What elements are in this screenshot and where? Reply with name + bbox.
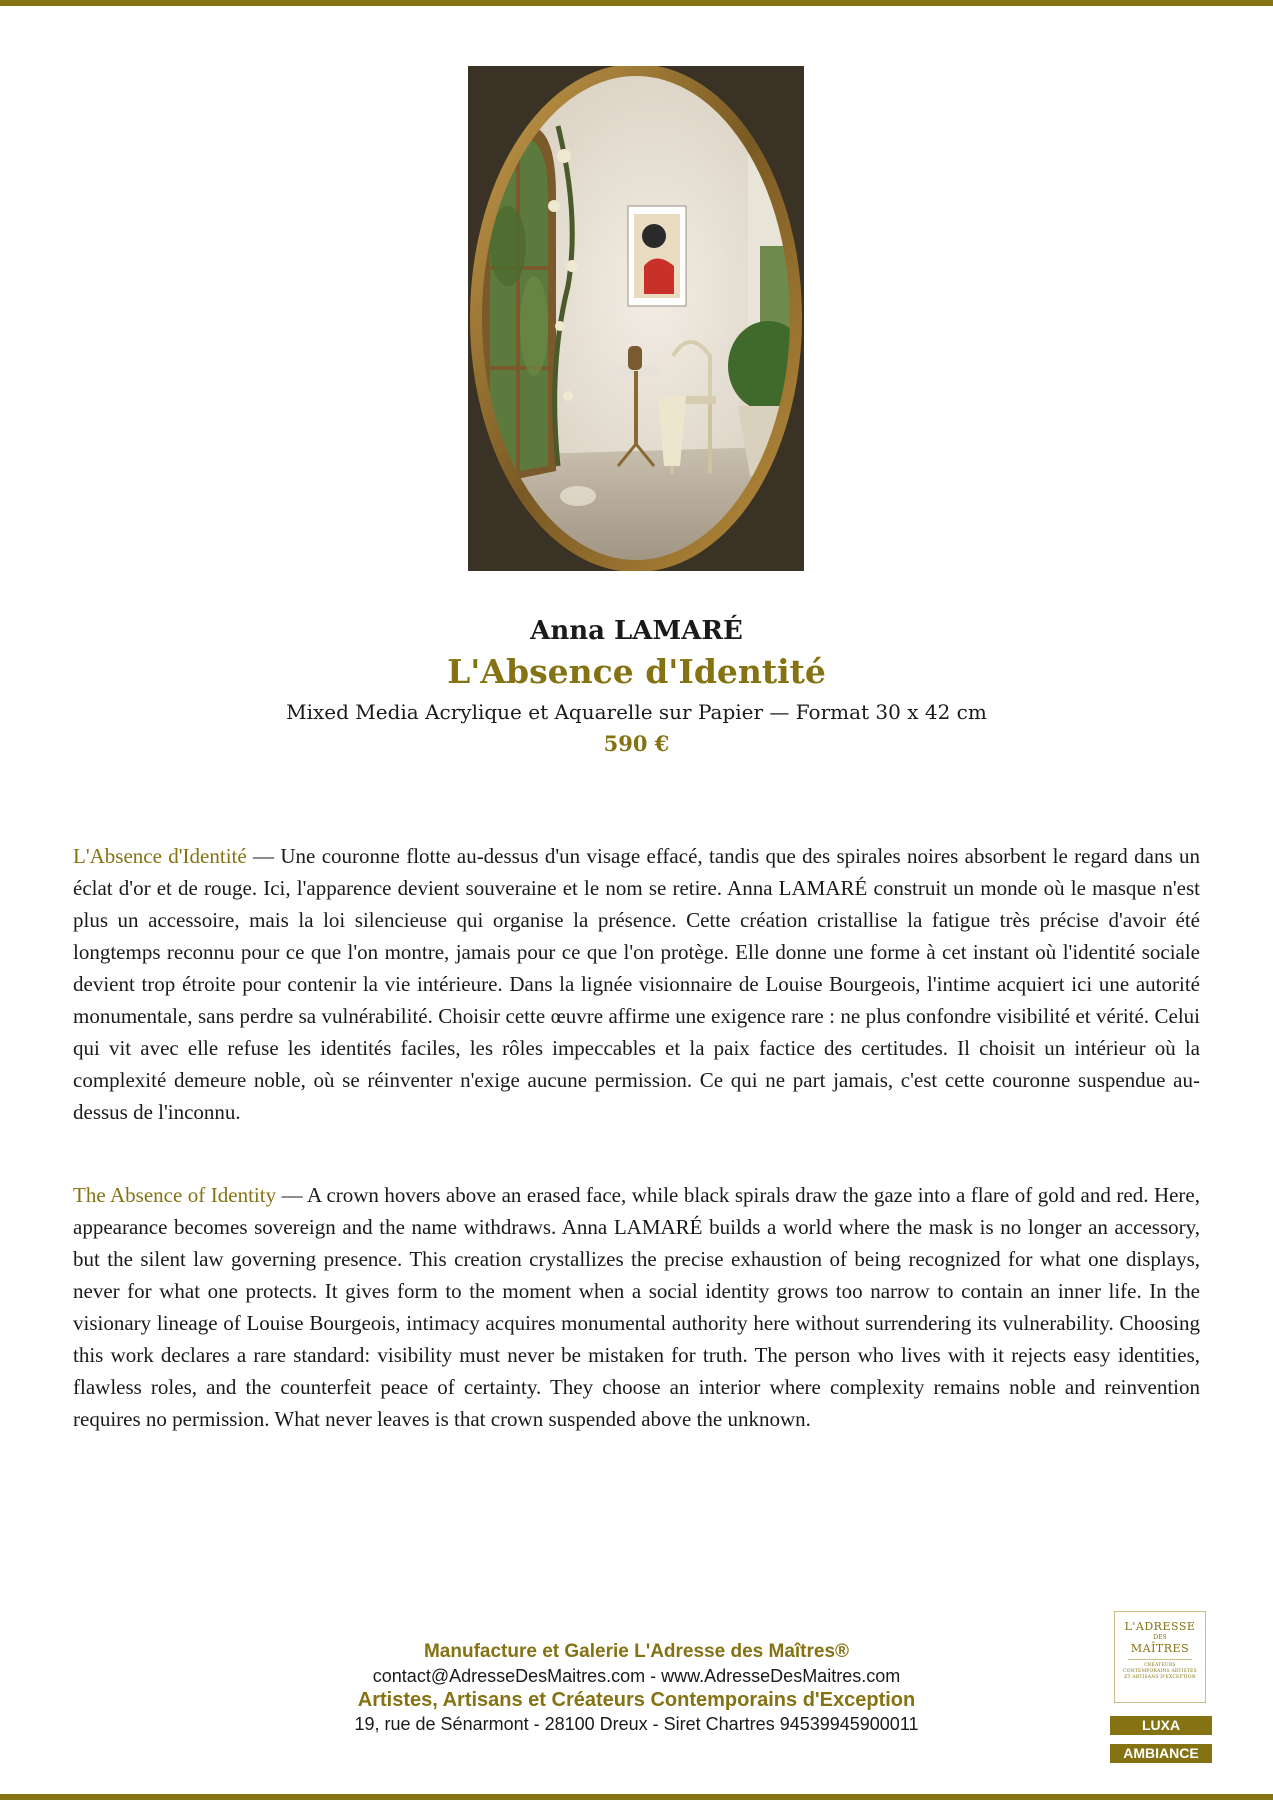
- luxa-badge: LUXA: [1110, 1716, 1212, 1735]
- logo-line4: CRÉATEURS CONTEMPORAINS ARTISTES ET ARTISANS D'EXCEPTION: [1123, 1663, 1197, 1680]
- logo-line1: L'ADRESSE: [1124, 1620, 1196, 1633]
- footer-contact: contact@AdresseDesMaitres.com - www.AdresseDesMaitres.com: [372, 1666, 901, 1686]
- title-block: [0, 612, 1273, 760]
- description-en-text: — A crown hovers above an erased face, while black spirals draw the gaze into a flare of gold and red. Here, appearance becomes sovereign and the name withdraws. Anna LAMARÉ builds a world where the mask is no longer an accessory, but the silent law governing presence. This creation crystallizes the precise exhaustion of being recognized for what one displays, never for what one protects. It gives form to the moment when a social identity grows too narrow to contain an inner life. In the visionary lineage of Louise Bourgeois, intimacy acquires monumental authority here without surrendering its vulnerability. Choosing this work declares a rare standard: visibility must never be mistaken for truth. The person who lives with it rejects easy identities, flawless roles, and the counterfeit peace of certainty. They choose an interior where complexity remains noble and reinvention requires no permission. What never leaves is that crown suspended above the unknown.: [73, 1183, 1200, 1431]
- artist-name: Anna LAMARÉ: [530, 616, 743, 646]
- description-en: [73, 1179, 1200, 1435]
- artwork-title: L'Absence d'Identité: [447, 652, 826, 691]
- description-fr-lead: L'Absence d'Identité: [73, 844, 247, 868]
- footer-address: 19, rue de Sénarmont - 28100 Dreux - Siret Chartres 94539945900011: [354, 1714, 919, 1734]
- top-rule: [0, 0, 1273, 6]
- footer-tagline: Artistes, Artisans et Créateurs Contemporains d'Exception: [357, 1689, 916, 1711]
- artwork-price: 590 €: [603, 731, 670, 756]
- footer-gallery: Manufacture et Galerie L'Adresse des Maîtres®: [423, 1641, 850, 1662]
- logo-line3: MAÎTRES: [1130, 1642, 1190, 1655]
- description-en-lead: The Absence of Identity: [73, 1183, 277, 1207]
- ambiance-badge: AMBIANCE: [1110, 1744, 1212, 1763]
- gallery-logo: [1114, 1611, 1206, 1703]
- artwork-photo: [468, 66, 804, 571]
- artwork-medium: Mixed Media Acrylique et Aquarelle sur Papier — Format 30 x 42 cm: [286, 700, 987, 724]
- description-fr: [73, 840, 1200, 1128]
- bottom-rule: [0, 1794, 1273, 1800]
- logo-divider: [1128, 1659, 1192, 1660]
- footer: [0, 1640, 1273, 1736]
- logo-line2: DES: [1153, 1634, 1167, 1641]
- description-fr-text: — Une couronne flotte au-dessus d'un visage effacé, tandis que des spirales noires absorbent le regard dans un éclat d'or et de rouge. Ici, l'apparence devient souveraine et le nom se retire. Anna LAMARÉ construit un monde où le masque n'est plus un accessoire, mais la loi silencieuse qui organise la présence. Cette création cristallise la fatigue très précise d'avoir été longtemps reconnu pour ce que l'on montre, jamais pour ce que l'on protège. Elle donne une forme à cet instant où l'identité sociale devient trop étroite pour contenir la vie intérieure. Dans la lignée visionnaire de Louise Bourgeois, l'intime acquiert ici une autorité monumentale, sans perdre sa vulnérabilité. Choisir cette œuvre affirme une exigence rare : ne plus confondre visibilité et vérité. Celui qui vit avec elle refuse les identités faciles, les rôles impeccables et la paix factice des certitudes. Il choisit un intérieur où la complexité demeure noble, où se réinventer n'exige aucune permission. Ce qui ne part jamais, c'est cette couronne suspendue au-dessus de l'inconnu.: [73, 844, 1200, 1124]
